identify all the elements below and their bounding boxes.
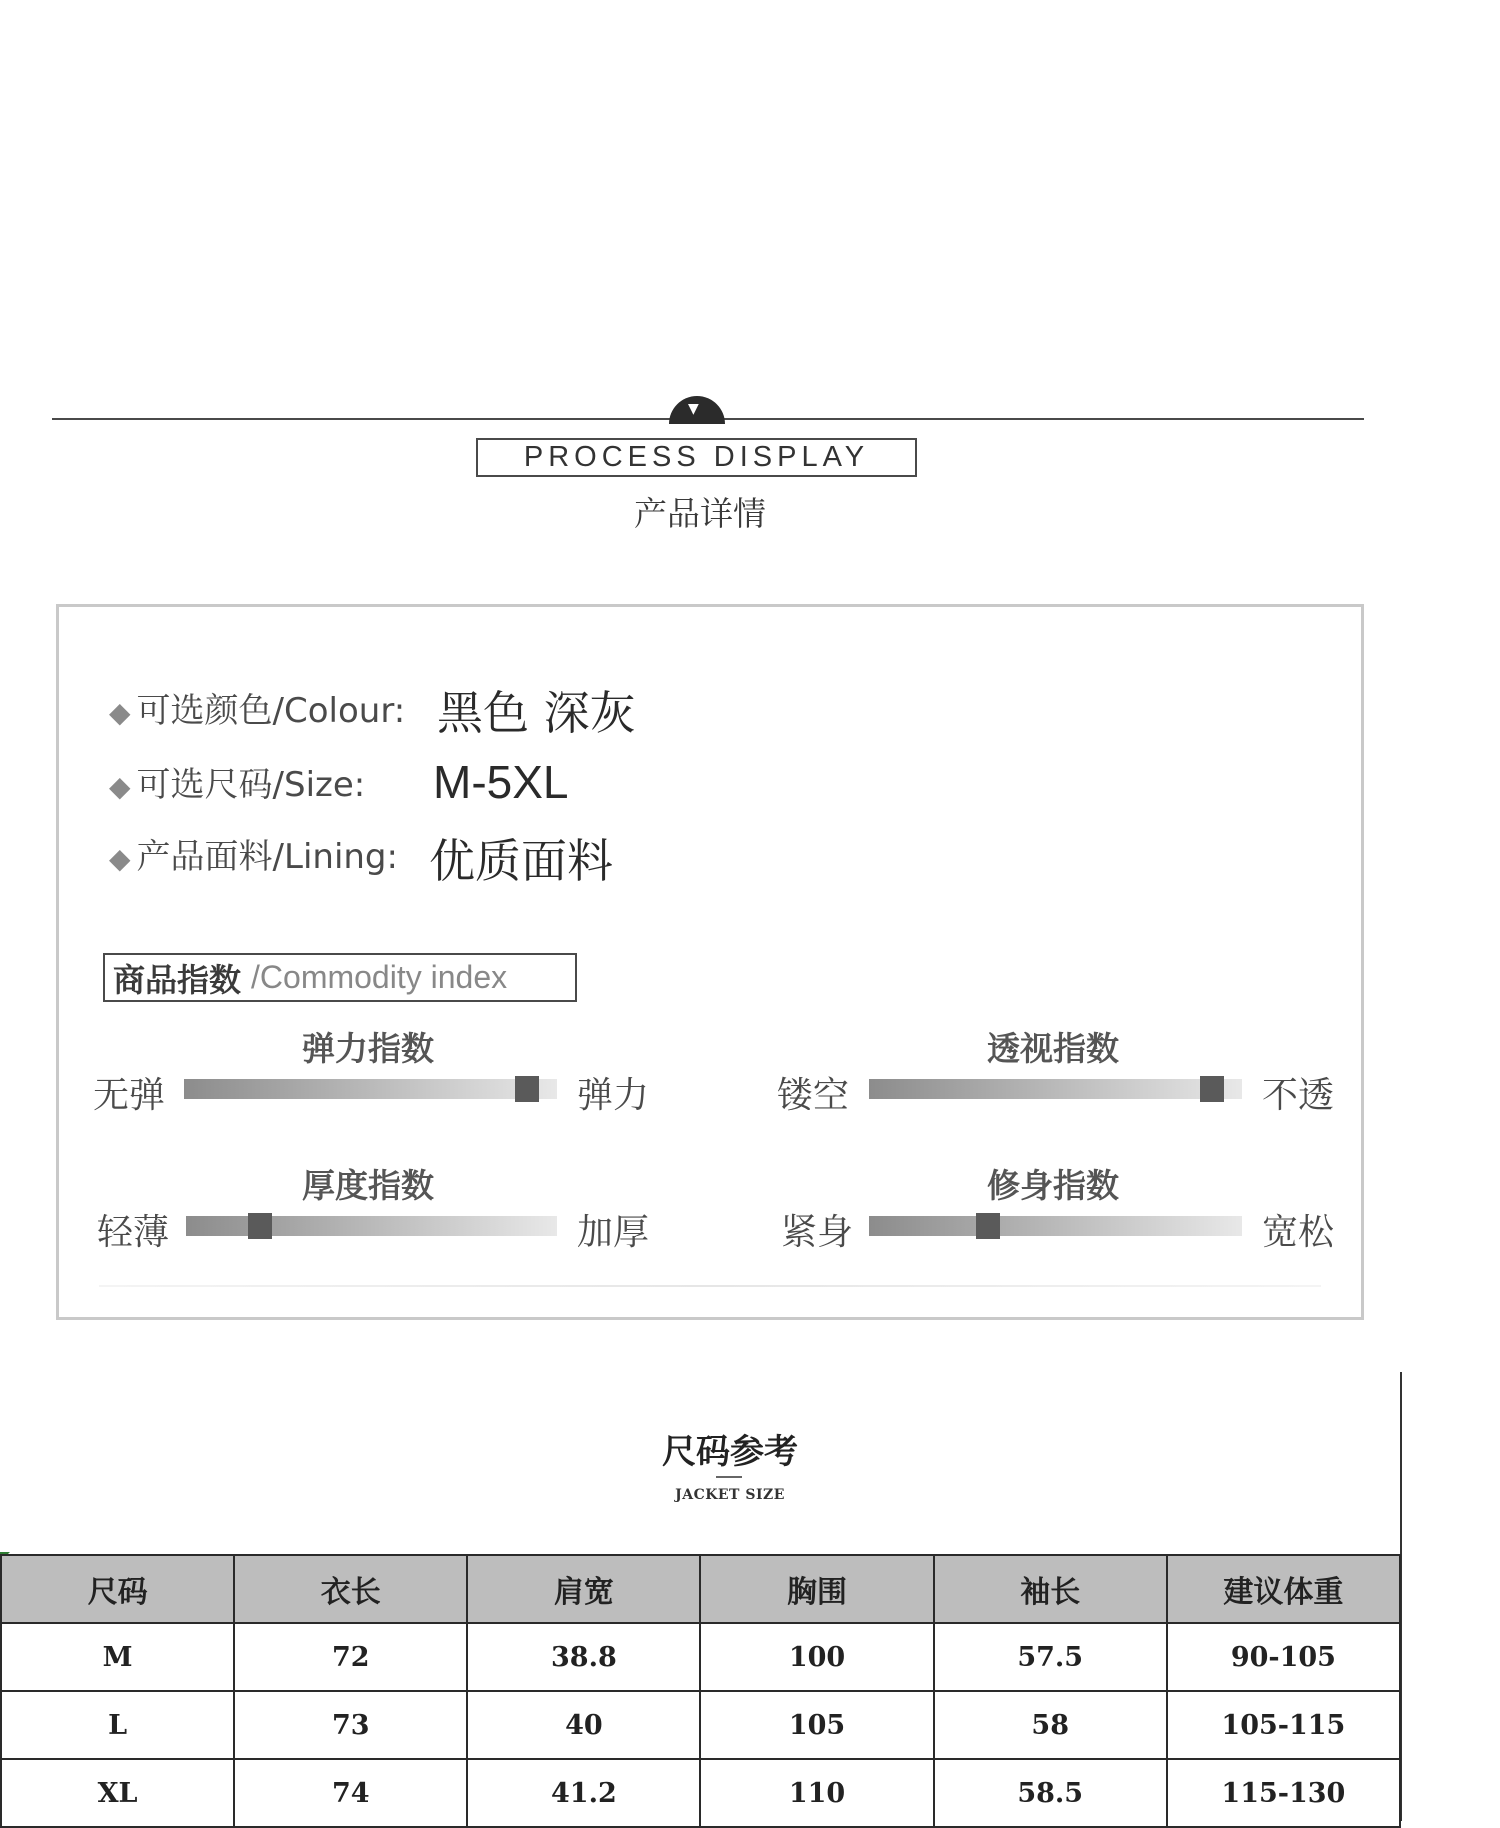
table-cell: 72 <box>234 1623 467 1691</box>
table-row <box>1 1759 1400 1827</box>
gauge-marker <box>515 1076 539 1102</box>
spec-label: 可选颜色/Colour: <box>136 691 406 731</box>
section-title-box <box>476 438 917 477</box>
table-cell: XL <box>1 1759 234 1827</box>
commodity-index-subtitle: /Commodity index <box>251 959 508 995</box>
gauge-track <box>184 1079 557 1099</box>
gauge-right-label: 不透 <box>1262 1075 1335 1116</box>
table-cell: 57.5 <box>934 1623 1167 1691</box>
table-row <box>1 1691 1400 1759</box>
gauge-marker <box>1200 1076 1224 1102</box>
table-cell: 73 <box>234 1691 467 1759</box>
gauge-marker <box>248 1213 272 1239</box>
table-cell: 58 <box>934 1691 1167 1759</box>
gauge-title: 厚度指数 <box>302 1166 434 1205</box>
gauge-left-label: 无弹 <box>93 1075 166 1116</box>
table-cell: 115-130 <box>1167 1759 1400 1827</box>
size-section-title: 尺码参考 <box>662 1432 798 1472</box>
table-cell: 40 <box>467 1691 700 1759</box>
section-subtitle <box>0 488 1400 535</box>
table-cell: 41.2 <box>467 1759 700 1827</box>
table-cell: 110 <box>700 1759 933 1827</box>
commodity-index-title: 商品指数 <box>113 960 242 999</box>
gauge-title: 修身指数 <box>987 1166 1119 1205</box>
table-cell: 90-105 <box>1167 1623 1400 1691</box>
table-cell: M <box>1 1623 234 1691</box>
table-cell: 74 <box>234 1759 467 1827</box>
column-header: 建议体重 <box>1167 1555 1400 1623</box>
gauge-left-label: 紧身 <box>781 1212 854 1253</box>
spec-value-size: M-5XL <box>433 756 569 808</box>
diamond-icon: ◆ <box>109 696 131 729</box>
gauge-title: 透视指数 <box>987 1029 1119 1068</box>
panel-divider <box>99 1285 1321 1287</box>
column-header: 肩宽 <box>467 1555 700 1623</box>
column-header: 尺码 <box>1 1555 234 1623</box>
section-title: PROCESS DISPLAY <box>523 441 870 473</box>
table-cell: 38.8 <box>467 1623 700 1691</box>
size-table <box>0 1554 1401 1828</box>
spec-value-colour: 黑色 深灰 <box>437 686 636 740</box>
diamond-icon: ◆ <box>109 770 131 803</box>
spec-label: 可选尺码/Size: <box>136 765 366 805</box>
gauge-right-label: 弹力 <box>577 1075 650 1116</box>
table-row <box>1 1623 1400 1691</box>
spec-value-lining: 优质面料 <box>429 834 613 888</box>
chevron-down-icon: ▼ <box>688 401 699 417</box>
diamond-icon: ◆ <box>109 842 131 875</box>
column-header: 袖长 <box>934 1555 1167 1623</box>
spec-row-colour <box>109 683 405 732</box>
table-cell: L <box>1 1691 234 1759</box>
spec-row-size <box>109 757 365 806</box>
column-header: 胸围 <box>700 1555 933 1623</box>
section-subtitle-text: 产品详情 <box>634 494 766 533</box>
gauge-right-label: 加厚 <box>577 1212 650 1253</box>
gauge-left-label: 轻薄 <box>97 1212 170 1253</box>
table-header-row <box>1 1555 1400 1623</box>
spec-label: 产品面料/Lining: <box>136 837 398 877</box>
table-cell: 105 <box>700 1691 933 1759</box>
gauge-track <box>869 1079 1242 1099</box>
size-section-subtitle: JACKET SIZE <box>675 1487 785 1503</box>
gauge-track <box>186 1216 557 1236</box>
title-dash <box>716 1476 742 1478</box>
commodity-index-heading <box>103 953 577 1002</box>
column-header: 衣长 <box>234 1555 467 1623</box>
gauge-marker <box>976 1213 1000 1239</box>
table-cell: 100 <box>700 1623 933 1691</box>
gauge-right-label: 宽松 <box>1262 1212 1335 1253</box>
gauge-title: 弹力指数 <box>302 1029 434 1068</box>
table-cell: 105-115 <box>1167 1691 1400 1759</box>
spec-row-lining <box>109 829 398 878</box>
gauge-track <box>869 1216 1242 1236</box>
table-cell: 58.5 <box>934 1759 1167 1827</box>
gauge-left-label: 镂空 <box>777 1075 850 1116</box>
product-info-panel <box>56 604 1364 1320</box>
